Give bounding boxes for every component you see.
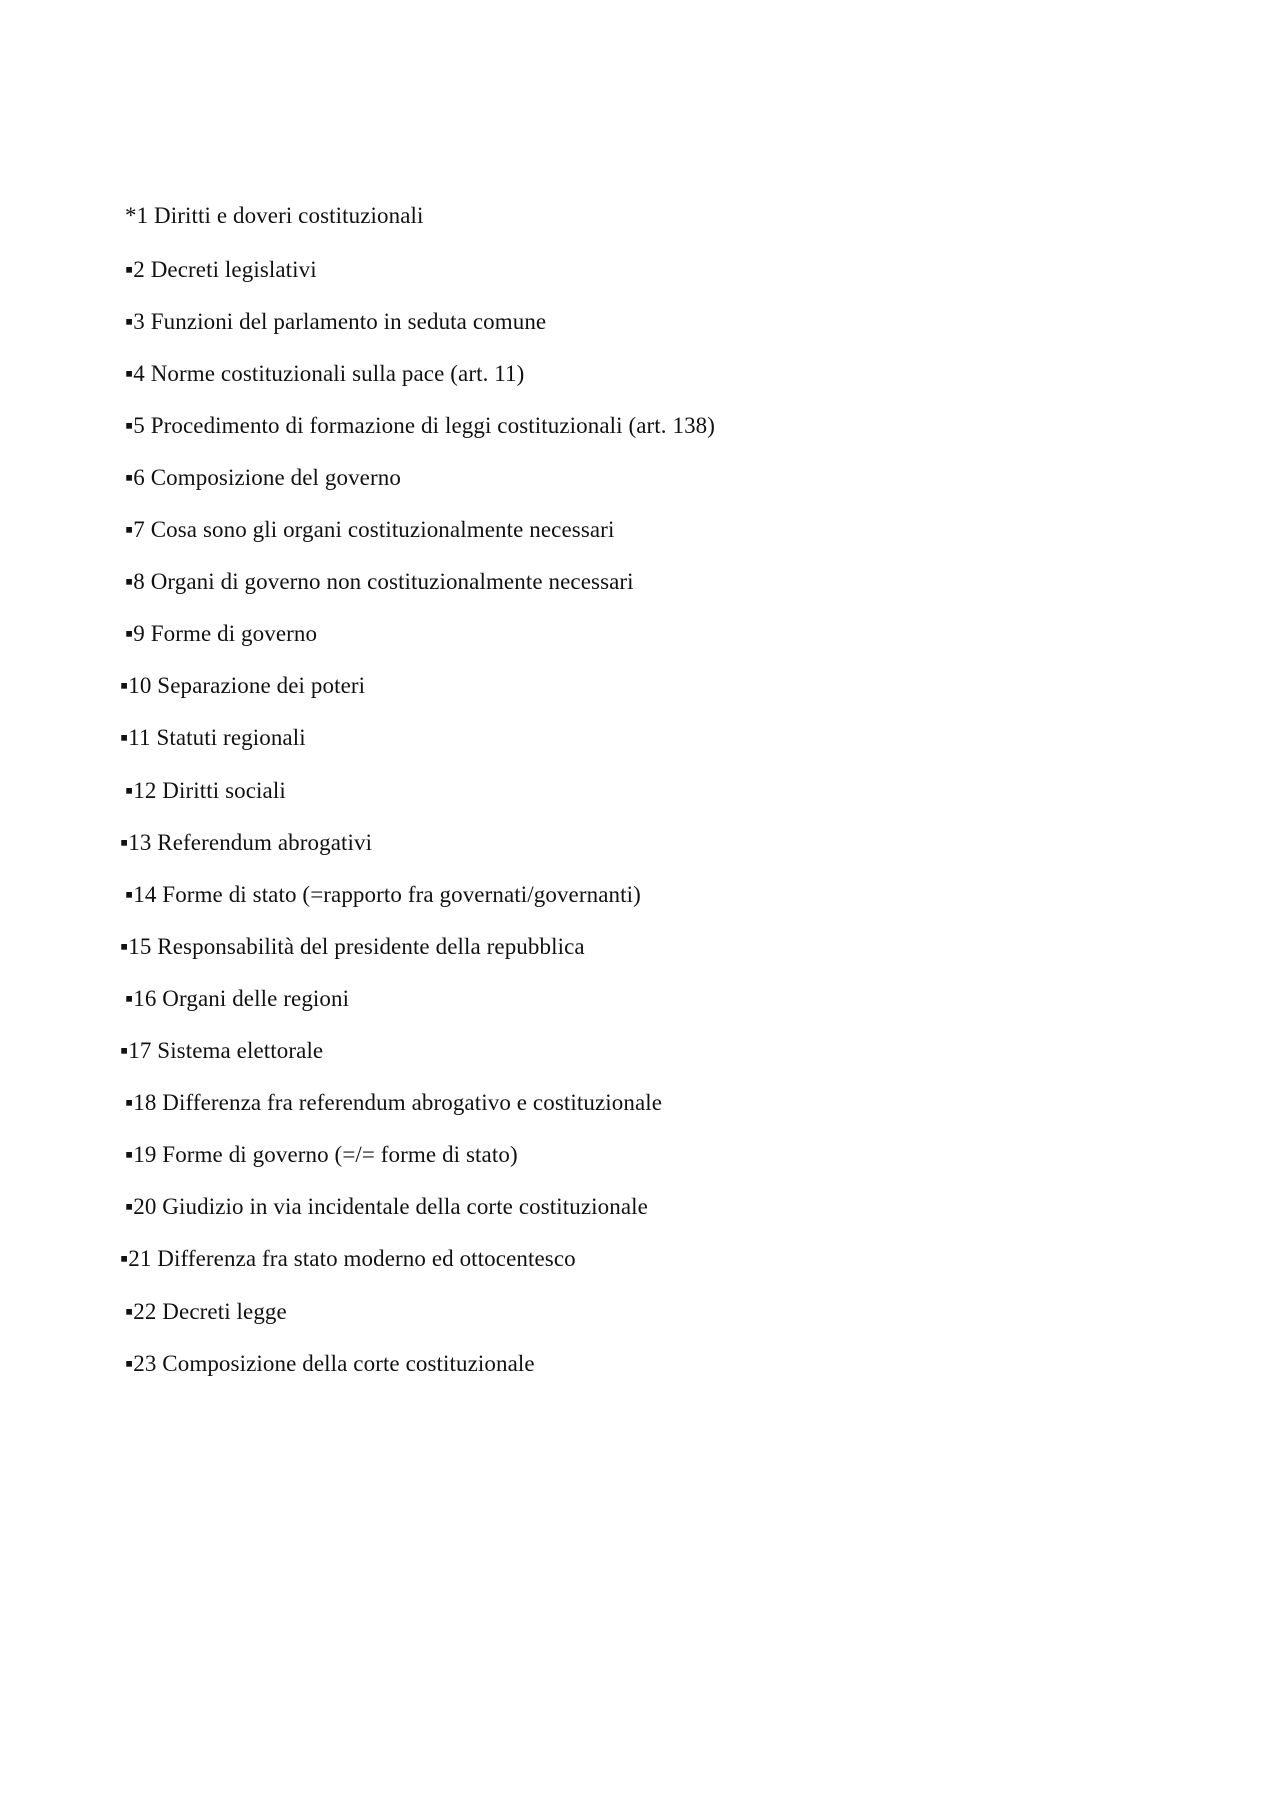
list-item: ▪7 Cosa sono gli organi costituzionalmente necessari	[125, 517, 615, 542]
list-item: ▪13 Referendum abrogativi	[120, 830, 373, 855]
list-item: ▪20 Giudizio in via incidentale della corte costituzionale	[125, 1194, 648, 1219]
list-item: ▪18 Differenza fra referendum abrogativo e costituzionale	[125, 1090, 663, 1115]
list-item: ▪11 Statuti regionali	[120, 725, 306, 750]
list-item: ▪4 Norme costituzionali sulla pace (art. 11)	[125, 361, 525, 386]
list-item: ▪9 Forme di governo	[125, 621, 318, 646]
list-item: ▪14 Forme di stato (=rapporto fra governati/governanti)	[125, 882, 641, 907]
list-item: ▪2 Decreti legislativi	[125, 257, 317, 282]
list-item: ▪16 Organi delle regioni	[125, 986, 350, 1011]
list-item: ▪8 Organi di governo non costituzionalmente necessari	[125, 569, 634, 594]
list-item: ▪22 Decreti legge	[125, 1299, 287, 1324]
list-item: ▪3 Funzioni del parlamento in seduta comune	[125, 309, 547, 334]
list-item: ▪10 Separazione dei poteri	[120, 673, 366, 698]
list-item: ▪21 Differenza fra stato moderno ed ottocentesco	[120, 1246, 576, 1271]
list-item: ▪19 Forme di governo (=/= forme di stato)	[125, 1142, 518, 1167]
list-item: *1 Diritti e doveri costituzionali	[125, 203, 424, 228]
list-item: ▪6 Composizione del governo	[125, 465, 401, 490]
list-item: ▪23 Composizione della corte costituzionale	[125, 1351, 535, 1376]
list-item: ▪15 Responsabilità del presidente della repubblica	[120, 934, 585, 959]
list-item: ▪17 Sistema elettorale	[120, 1038, 324, 1063]
list-item: ▪12 Diritti sociali	[125, 778, 286, 803]
list-item: ▪5 Procedimento di formazione di leggi costituzionali (art. 138)	[125, 413, 716, 438]
